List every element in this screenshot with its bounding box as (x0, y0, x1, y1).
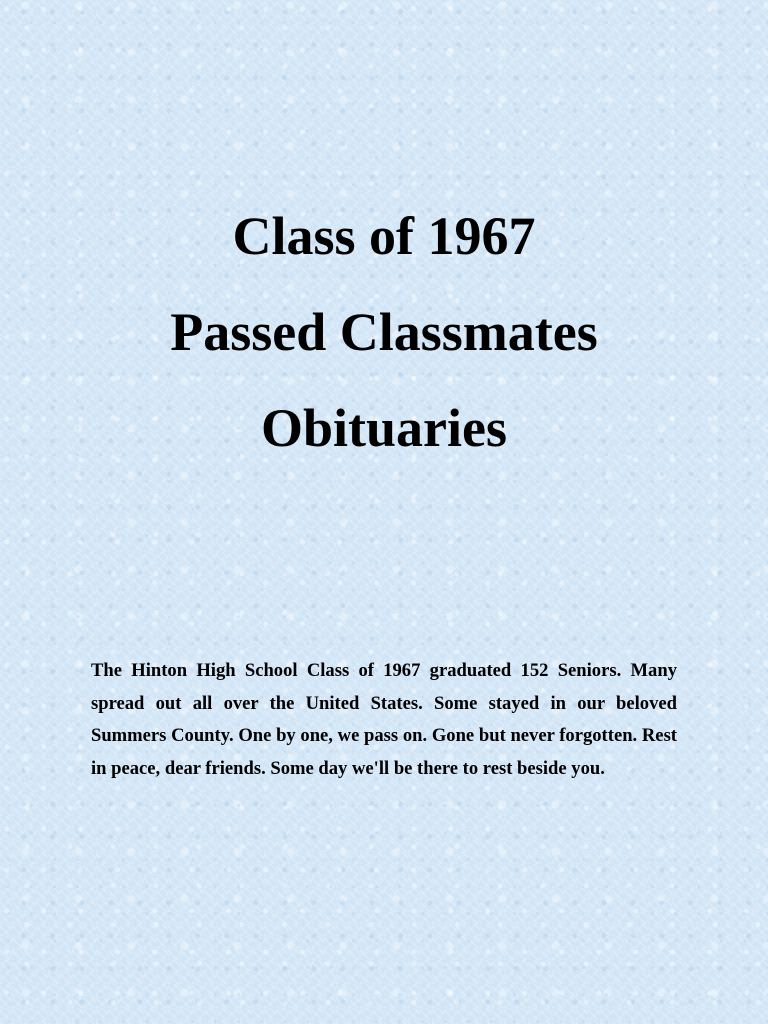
title-line-obituaries: Obituaries (260, 398, 507, 458)
title-line-passed-classmates: Passed Classmates (170, 302, 598, 362)
document-title (0, 188, 768, 476)
title-line-class-year: Class of 1967 (232, 206, 536, 266)
intro-paragraph: The Hinton High School Class of 1967 graduated 152 Seniors. Many spread out all over the United States. Some stayed in our beloved Summers County. One by one, we pass on. Gone but never forgotten. Rest in peace, dear friends. Some day we'll be there to rest beside you. (91, 660, 677, 779)
